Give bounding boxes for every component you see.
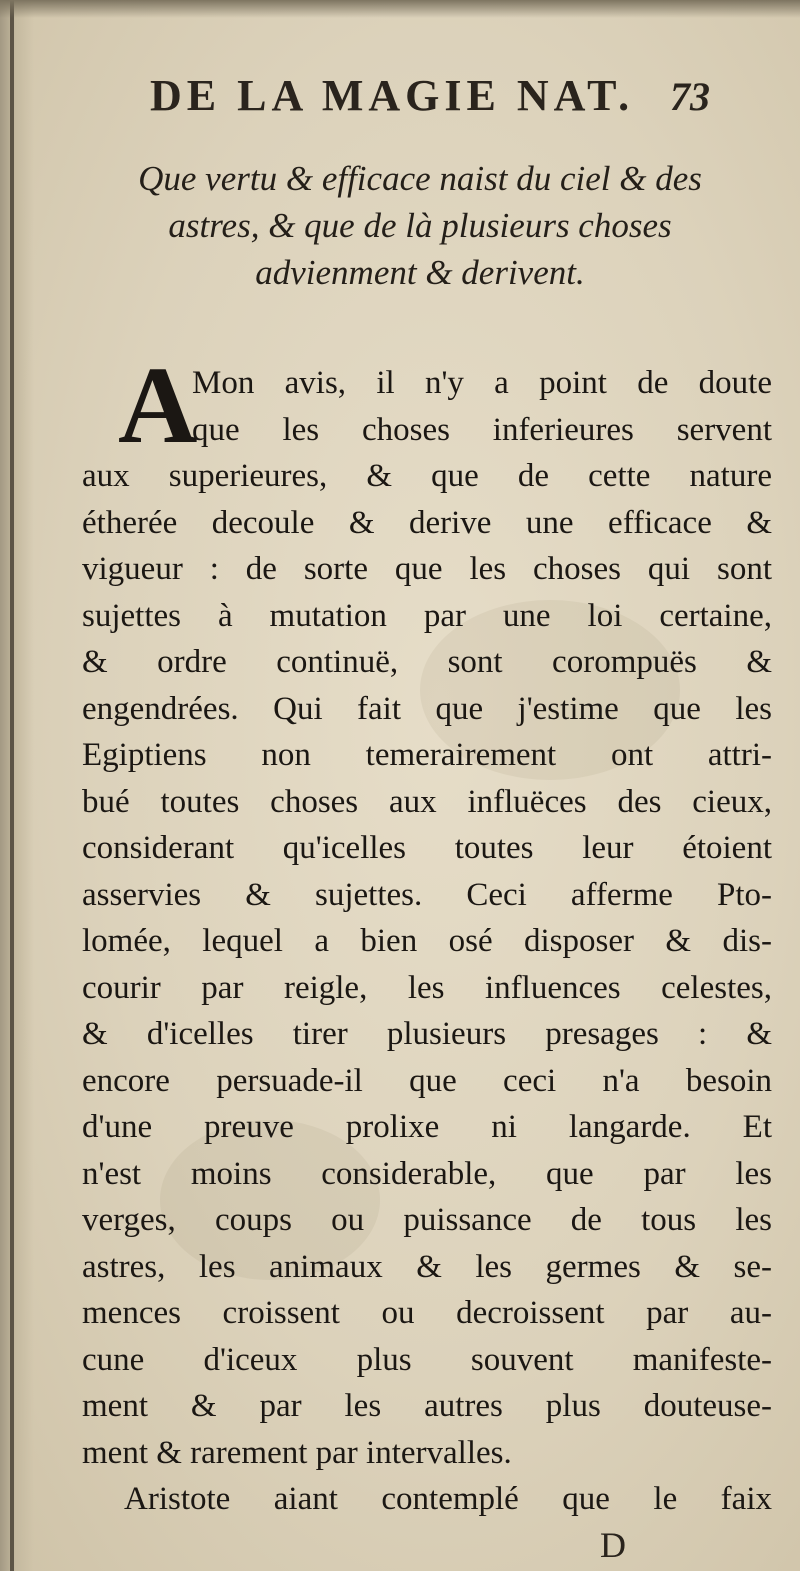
text-line: asservies & sujettes. Ceci afferme Pto-: [82, 876, 772, 913]
page-binding-shadow: [0, 0, 34, 1571]
text-line: lomée, lequel a bien osé disposer & dis-: [82, 923, 772, 959]
text-line: ment & par les autres plus douteuse-: [82, 1388, 772, 1424]
text-line: bué toutes choses aux influëces des cieux,: [82, 783, 772, 820]
text-line: d'une preuve prolixe ni langarde. Et: [82, 1109, 772, 1145]
body-text: [82, 360, 772, 1523]
text-line: engendrées. Qui fait que j'estime que les: [82, 690, 772, 727]
signature-mark: D: [600, 1525, 626, 1565]
page-number: 73: [670, 74, 710, 119]
text-line: astres, les animaux & les germes & se-: [82, 1248, 772, 1285]
text-line: courir par reigle, les influences celestes,: [82, 969, 772, 1006]
chapter-heading-line: Que vertu & efficace naist du ciel & des: [138, 159, 702, 198]
running-head-title: DE LA MAGIE NAT.: [150, 71, 635, 120]
chapter-heading-line: astres, & que de là plusieurs choses: [168, 206, 672, 245]
text-line: ment & rarement par intervalles.: [82, 1434, 512, 1471]
text-line: étherée decoule & derive une efficace &: [82, 504, 772, 541]
chapter-heading: [100, 155, 740, 296]
drop-cap-initial: A: [118, 344, 198, 466]
text-line: Egiptiens non temerairement ont attri-: [82, 737, 772, 773]
page-binding-edge: [10, 0, 14, 1571]
text-line: aux superieures, & que de cette nature: [82, 458, 772, 494]
text-line: cune d'iceux plus souvent manifeste-: [82, 1341, 772, 1378]
text-line: vigueur : de sorte que les choses qui sont: [82, 551, 772, 587]
running-head: [150, 70, 710, 121]
text-line: n'est moins considerable, que par les: [82, 1155, 772, 1192]
text-line: considerant qu'icelles toutes leur étoient: [82, 830, 772, 866]
text-line: mences croissent ou decroissent par au-: [82, 1295, 772, 1331]
text-line: Aristote aiant contemplé que le faix: [124, 1481, 772, 1517]
page-top-shadow: [0, 0, 800, 18]
text-line: & d'icelles tirer plusieurs presages : &: [82, 1016, 772, 1052]
text-line: que les choses inferieures servent: [192, 411, 772, 448]
text-line: encore persuade-il que ceci n'a besoin: [82, 1062, 772, 1099]
text-line: verges, coups ou puissance de tous les: [82, 1202, 772, 1238]
chapter-heading-line: advienment & derivent.: [255, 253, 585, 292]
text-line: sujettes à mutation par une loi certaine,: [82, 597, 772, 634]
text-line: & ordre continuë, sont corompuës &: [82, 644, 772, 680]
text-line: Mon avis, il n'y a point de doute: [192, 365, 772, 401]
